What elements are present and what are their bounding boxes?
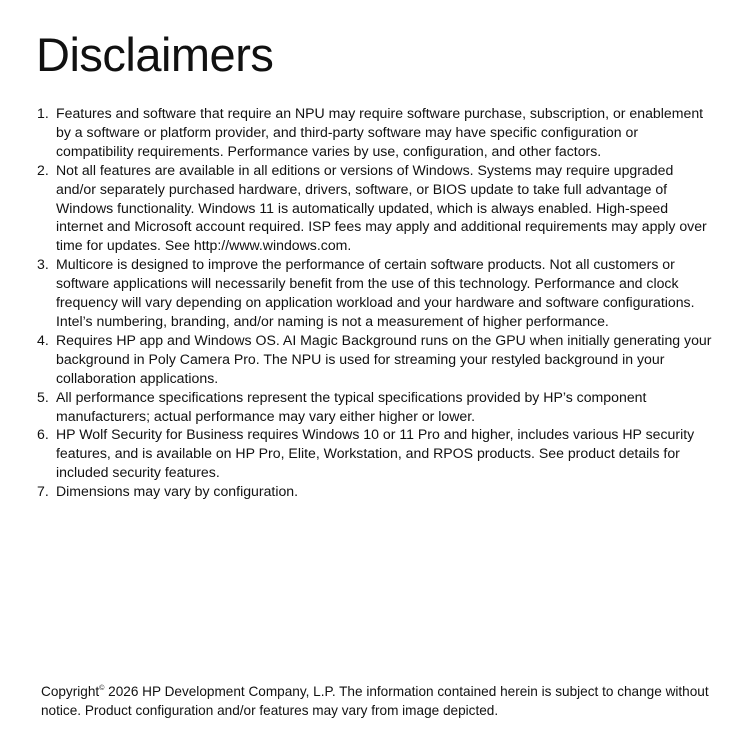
- copyright-mark: ©: [99, 685, 105, 692]
- item-number: 7.: [37, 483, 49, 500]
- list-item: [37, 425, 713, 482]
- item-text: All performance specifications represent the typical specifications provided by HP’s component manufacturers; actual performance may vary either higher or lower.: [56, 388, 647, 424]
- page-title: Disclaimers: [36, 28, 274, 81]
- disclaimer-list: [37, 104, 713, 501]
- item-number: 5.: [37, 388, 49, 405]
- item-number: 3.: [37, 256, 49, 273]
- list-item: [37, 388, 713, 426]
- copyright-notice: [41, 680, 731, 720]
- item-text: Features and software that require an NPU may require software purchase, subscription, or enablement by a software or platform provider, and third-party software may have specific configuration or compatibility requirements. Performance varies by use, configuration, and other factors.: [56, 105, 704, 159]
- item-number: 6.: [37, 426, 49, 443]
- item-text: Dimensions may vary by configuration.: [56, 483, 299, 500]
- item-text: Multicore is designed to improve the performance of certain software products. Not all customers or software applications will necessarily benefit from the use of this technology. Performance and clock frequency will vary depending on application workload and your hardware and software configurations. Intel’s numbering, branding, and/or naming is not a measurement of higher performance.: [56, 256, 695, 329]
- list-item: [37, 161, 713, 256]
- item-text: Requires HP app and Windows OS. AI Magic Background runs on the GPU when initially generating your background in Poly Camera Pro. The NPU is used for streaming your restyled background in your collaboration applications.: [56, 331, 712, 386]
- list-item: [37, 331, 713, 388]
- list-item: [37, 104, 713, 161]
- item-number: 4.: [37, 331, 49, 348]
- list-item: [37, 255, 713, 331]
- list-item: [37, 482, 713, 501]
- item-number: 2.: [37, 161, 49, 178]
- item-text: Not all features are available in all editions or versions of Windows. Systems may require upgraded and/or separately purchased hardware, drivers, software, or BIOS update to take full advantage of Windows functionality. Windows 11 is automatically updated, which is always enabled. High-speed internet and Microsoft account required. ISP fees may apply and additional requirements may apply over time for updates. See http://www.windows.com.: [56, 161, 707, 254]
- copyright-word: Copyright: [41, 684, 100, 699]
- copyright-text: 2026 HP Development Company, L.P. The information contained herein is subject to change without notice. Product configuration and/or features may vary from image depicted.: [41, 684, 709, 718]
- item-text: HP Wolf Security for Business requires Windows 10 or 11 Pro and higher, includes various HP security features, and is available on HP Pro, Elite, Workstation, and RPOS products. See product details for included security features.: [56, 426, 695, 481]
- item-number: 1.: [37, 105, 49, 121]
